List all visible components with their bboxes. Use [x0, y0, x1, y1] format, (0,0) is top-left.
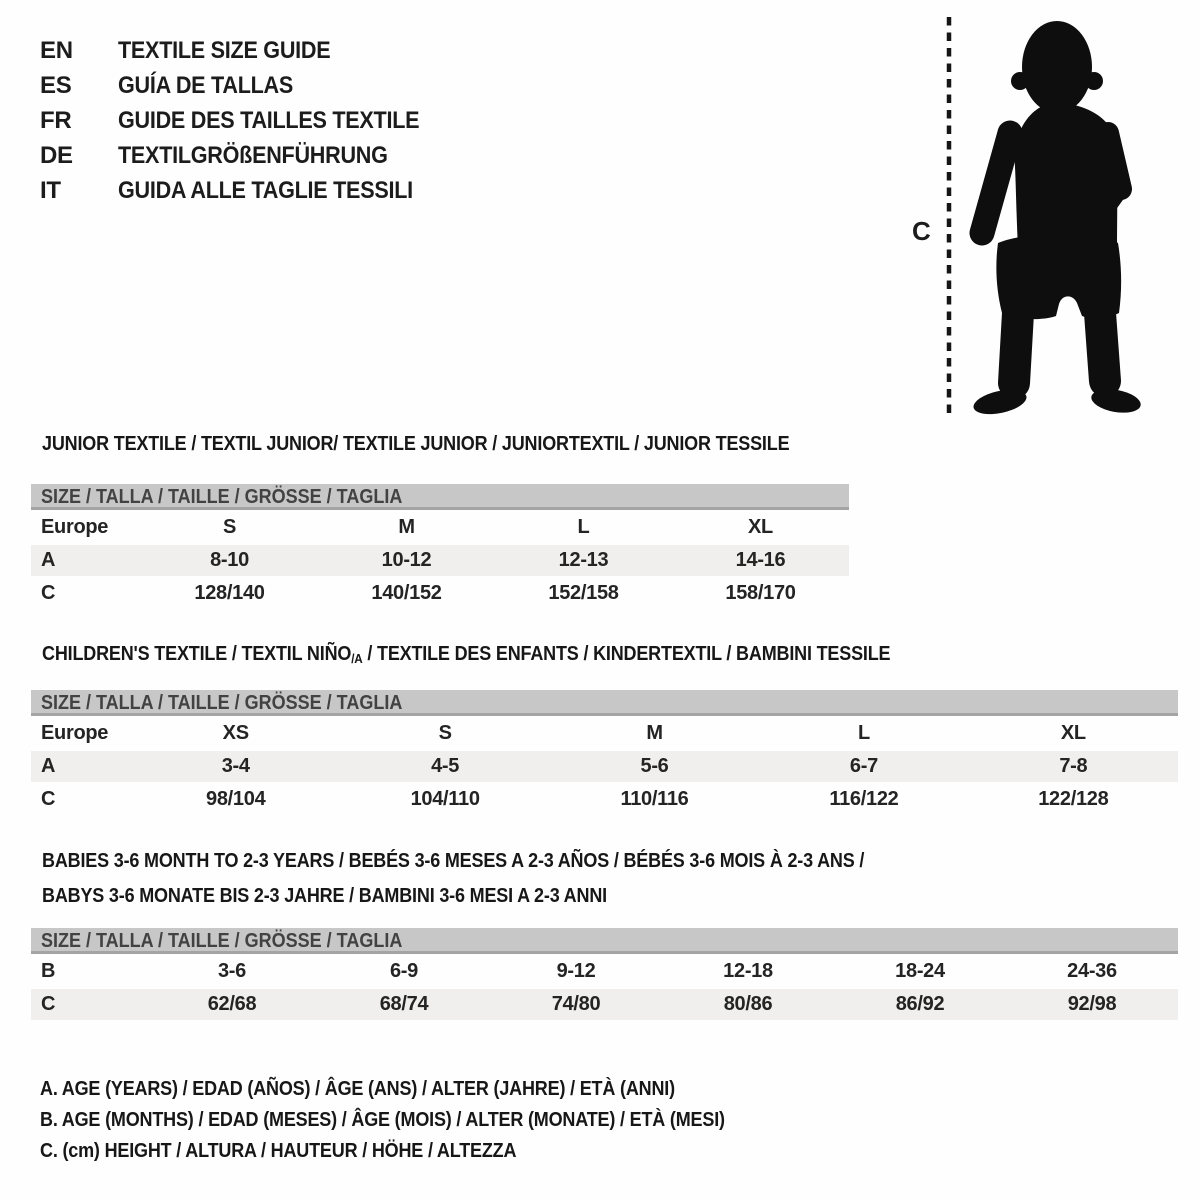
age-cell: 14-16 [735, 549, 786, 571]
arm-right-upper [1108, 133, 1121, 189]
age-cell: 12-18 [723, 960, 773, 982]
language-code: ES [40, 71, 72, 99]
children-heading-text [42, 643, 890, 666]
junior-age-row [31, 545, 849, 576]
language-code: DE [40, 141, 73, 169]
height-cell: 140/152 [371, 582, 442, 604]
babies-heading-line1-wrap [42, 844, 956, 879]
ear-left [1011, 72, 1029, 90]
language-title-list [40, 33, 453, 208]
size-bar-label: SIZE / TALLA / TAILLE / GRÖSSE / TAGLIA [41, 486, 403, 508]
height-cell: 92/98 [1067, 993, 1117, 1015]
height-cell: 116/122 [829, 788, 899, 810]
children-heading-pre: CHILDREN'S TEXTILE / TEXTIL NIÑO [42, 643, 352, 665]
size-cell: L [857, 722, 870, 744]
language-title: TEXTILGRÖßENFÜHRUNG [118, 141, 388, 169]
legend-line-a: A. AGE (YEARS) / EDAD (AÑOS) / ÂGE (ANS) / ALTER (JAHRE) / ETÀ (ANNI) [40, 1078, 675, 1100]
children-europe-row [31, 718, 1178, 749]
age-cell: 3-6 [217, 960, 246, 982]
row-label: C [41, 582, 56, 604]
language-title: GUIDE DES TAILLES TEXTILE [118, 106, 420, 134]
language-code: FR [40, 106, 72, 134]
babies-heading-line2: BABYS 3-6 MONATE BIS 2-3 JAHRE / BAMBINI 3-6 MESI A 2-3 ANNI [42, 885, 607, 907]
babies-heading-line2-wrap [42, 879, 956, 914]
junior-height-row [31, 578, 849, 609]
babies-section-heading [42, 844, 956, 914]
row-label: A [41, 549, 56, 571]
children-age-row [31, 751, 1178, 782]
size-cell: M [398, 516, 415, 538]
age-cell: 12-13 [558, 549, 609, 571]
height-cell: 98/104 [206, 788, 266, 810]
height-cell: 86/92 [895, 993, 945, 1015]
row-label: Europe [41, 722, 109, 744]
height-cell: 158/170 [725, 582, 796, 604]
height-cell: 62/68 [207, 993, 257, 1015]
toddler-silhouette-figure [935, 12, 1160, 422]
children-section-heading [42, 643, 985, 666]
age-cell: 3-4 [221, 755, 250, 777]
children-heading-sub: /A [351, 651, 363, 666]
legend-line-b-wrap [40, 1105, 801, 1136]
height-cell: 128/140 [194, 582, 265, 604]
age-cell: 10-12 [381, 549, 432, 571]
row-label: A [41, 755, 56, 777]
height-cell: 122/128 [1038, 788, 1109, 810]
language-title: GUÍA DE TALLAS [118, 71, 294, 99]
row-label: Europe [41, 516, 109, 538]
children-size-table [31, 690, 1178, 815]
height-cell: 80/86 [723, 993, 773, 1015]
language-row-fr [40, 103, 453, 138]
size-bar-label: SIZE / TALLA / TAILLE / GRÖSSE / TAGLIA [41, 930, 403, 952]
size-cell: M [646, 722, 663, 744]
age-cell: 6-7 [849, 755, 878, 777]
age-cell: 7-8 [1059, 755, 1088, 777]
height-cell: 110/116 [620, 788, 689, 810]
row-label: C [41, 788, 56, 810]
row-label: B [41, 960, 56, 982]
age-cell: 24-36 [1067, 960, 1117, 982]
height-cell: 152/158 [548, 582, 619, 604]
language-row-it [40, 173, 453, 208]
babies-size-table [31, 928, 1178, 1020]
size-cell: XL [1060, 722, 1086, 744]
ear-right [1085, 72, 1103, 90]
junior-europe-row [31, 512, 849, 543]
age-cell: 6-9 [389, 960, 418, 982]
legend-line-b: B. AGE (MONTHS) / EDAD (MESES) / ÂGE (MOIS) / ALTER (MONATE) / ETÀ (MESI) [40, 1109, 725, 1131]
legend-line-c-wrap [40, 1136, 801, 1167]
size-cell: L [577, 516, 590, 538]
height-cell: 68/74 [379, 993, 429, 1015]
toddler-silhouette [971, 21, 1142, 418]
babies-heading-line1: BABIES 3-6 MONTH TO 2-3 YEARS / BEBÉS 3-6 MESES A 2-3 AÑOS / BÉBÉS 3-6 MOIS À 2-3 ANS / [42, 850, 865, 872]
language-row-en [40, 33, 453, 68]
babies-months-row [31, 956, 1178, 987]
children-height-row [31, 784, 1178, 815]
legend-line-a-wrap [40, 1074, 801, 1105]
age-cell: 4-5 [431, 755, 460, 777]
language-row-de [40, 138, 453, 173]
size-bar-label: SIZE / TALLA / TAILLE / GRÖSSE / TAGLIA [41, 692, 403, 714]
arm-left [982, 133, 1010, 233]
size-header-bar [31, 928, 1178, 954]
size-header-bar [31, 484, 849, 510]
junior-size-table [31, 484, 849, 609]
age-cell: 8-10 [210, 549, 249, 571]
age-cell: 5-6 [640, 755, 669, 777]
language-row-es [40, 68, 453, 103]
row-label: C [41, 993, 56, 1015]
language-code: EN [40, 36, 73, 64]
arm-right-hand [1108, 189, 1121, 207]
leg-right [1100, 313, 1105, 381]
leg-left [1014, 313, 1018, 383]
size-cell: S [438, 722, 452, 744]
babies-height-row [31, 989, 1178, 1020]
children-heading-post: / TEXTILE DES ENFANTS / KINDERTEXTIL / BAMBINI TESSILE [362, 643, 891, 665]
height-cell: 104/110 [410, 788, 480, 810]
language-code: IT [40, 176, 61, 204]
measurement-legend [40, 1074, 801, 1167]
language-title: GUIDA ALLE TAGLIE TESSILI [118, 176, 413, 204]
junior-heading-text: JUNIOR TEXTILE / TEXTIL JUNIOR/ TEXTILE JUNIOR / JUNIORTEXTIL / JUNIOR TESSILE [42, 433, 790, 455]
language-title: TEXTILE SIZE GUIDE [118, 36, 331, 64]
size-header-bar [31, 690, 1178, 716]
size-cell: XL [748, 516, 773, 538]
legend-line-c: C. (cm) HEIGHT / ALTURA / HAUTEUR / HÖHE / ALTEZZA [40, 1140, 517, 1162]
size-cell: S [222, 516, 237, 538]
junior-section-heading [42, 433, 872, 456]
height-cell: 74/80 [551, 993, 601, 1015]
height-measure-label: C [912, 216, 931, 246]
size-cell: XS [222, 722, 249, 744]
age-cell: 18-24 [895, 960, 945, 982]
age-cell: 9-12 [556, 960, 596, 982]
